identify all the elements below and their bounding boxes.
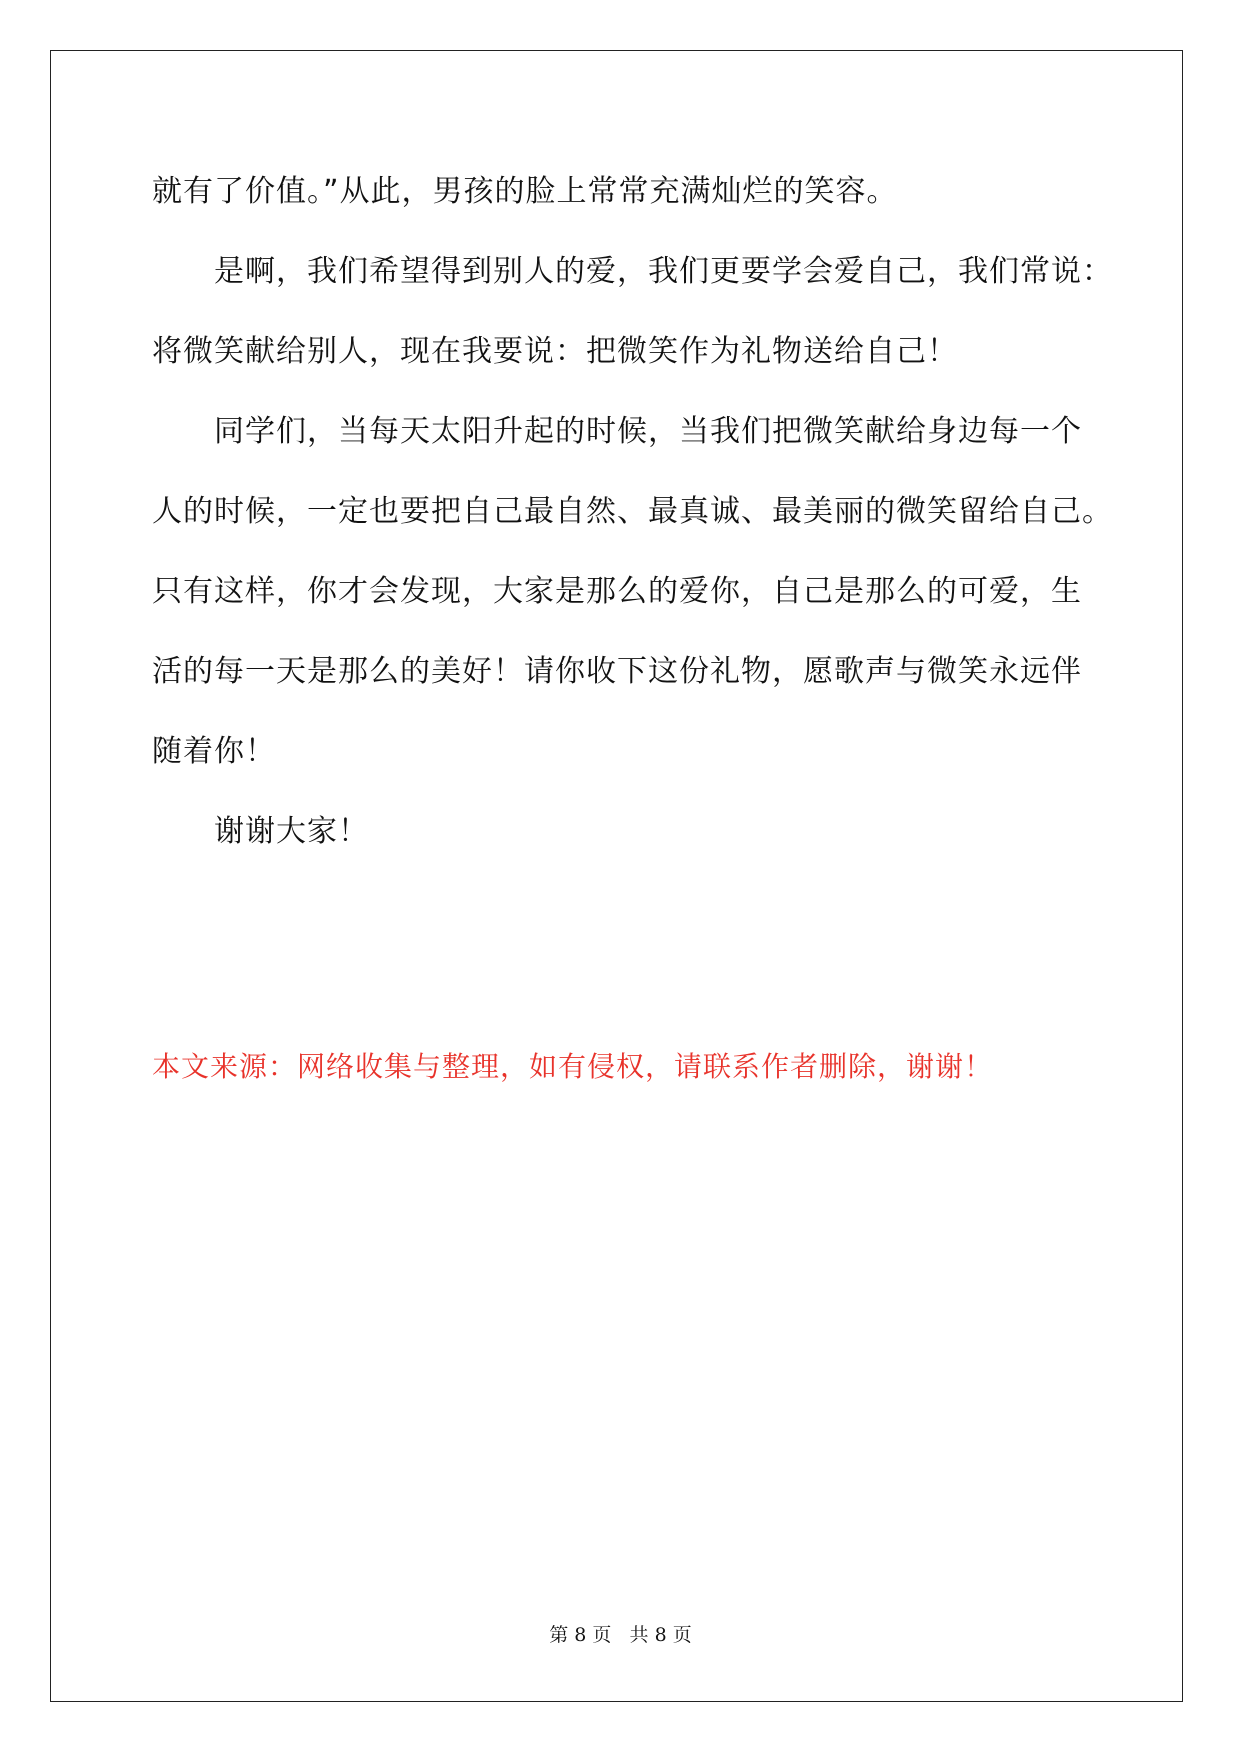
body-line: 活的每一天是那么的美好！请你收下这份礼物，愿歌声与微笑永远伴	[152, 654, 1082, 689]
document-body	[152, 152, 1112, 872]
source-note: 本文来源：网络收集与整理，如有侵权，请联系作者删除，谢谢！	[152, 1050, 994, 1083]
body-line: 将微笑献给别人，现在我要说：把微笑作为礼物送给自己！	[152, 334, 958, 369]
body-line: 随着你！	[152, 734, 276, 769]
body-line: 谢谢大家！	[214, 814, 369, 849]
body-line: 同学们，当每天太阳升起的时候，当我们把微笑献给身边每一个	[214, 414, 1082, 449]
page-number-footer: 第 8 页 共 8 页	[549, 1624, 692, 1646]
body-line: 就有了价值。”从此，男孩的脸上常常充满灿烂的笑容。	[152, 174, 898, 209]
body-line: 人的时候，一定也要把自己最自然、最真诚、最美丽的微笑留给自己。	[152, 494, 1113, 529]
body-line: 是啊，我们希望得到别人的爱，我们更要学会爱自己，我们常说：	[214, 254, 1113, 289]
body-line: 只有这样，你才会发现，大家是那么的爱你，自己是那么的可爱，生	[152, 574, 1082, 609]
